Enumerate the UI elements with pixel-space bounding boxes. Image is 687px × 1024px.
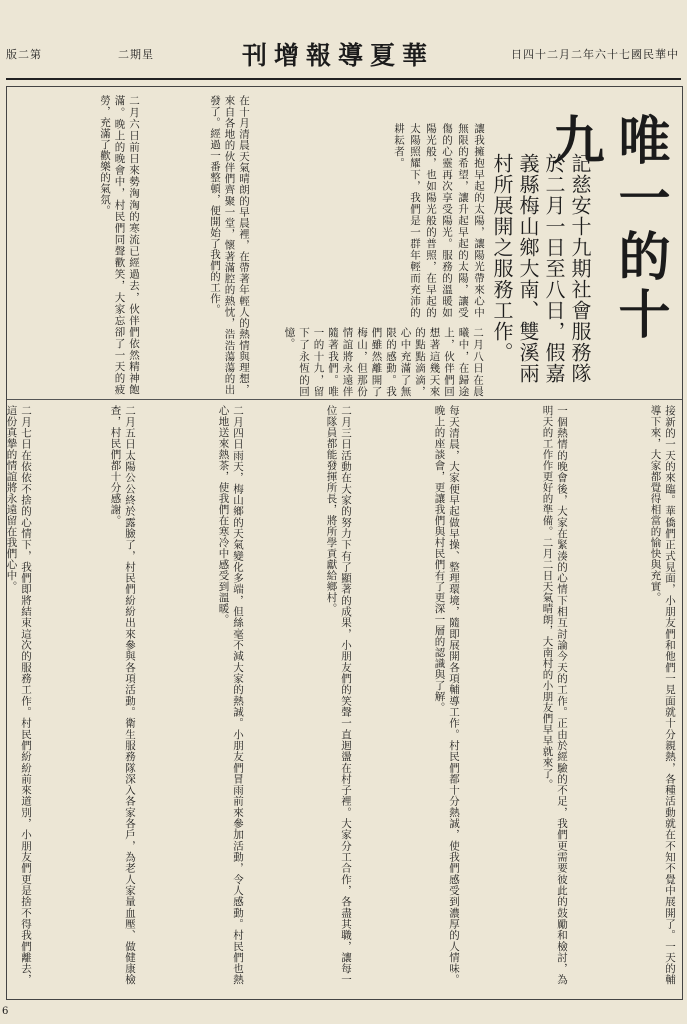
article-column-7: 二月五日太陽公公終於露臉了，村民們紛紛出來參與各項活動。衛生服務隊深入各家各戶，為老人家量血壓、做健康檢查，村民們都十分感謝。 bbox=[109, 405, 136, 985]
article-poem: 讓我擁抱早起的太陽，讓陽光帶來心中無限的希望，讓升起早起的太陽，讓受傷的心靈再次享受陽光。服務的溫暖如陽光般，也如陽光般的普照，在早起的太陽照耀下，我們是一群年輕而充沛的耕耘者。 bbox=[393, 123, 485, 319]
issue-date: 日四十二月二年六十七國民華中 bbox=[511, 48, 679, 61]
article-column-2: 一個熱情的晚會後，大家在緊湊的心情下相互討論今天的工作。正由於經驗的不足，我們更需要彼此的鼓勵和檢討，為明天的工作作更好的準備。二月二日天氣晴朗，大南村的小朋友們早早就來了。 bbox=[541, 405, 568, 985]
article-body bbox=[6, 86, 683, 1000]
article-column-6: 二月四日雨天，梅山鄉的天氣變化多端，但絲毫不減大家的熱誠。小朋友們冒雨前來參加活動，令人感動。村民們也熱心地送來熱茶，使我們在寒冷中感受到溫暖。 bbox=[217, 405, 244, 985]
article-title: 唯一的十九 bbox=[543, 113, 670, 345]
article-column-10: 二月八日在晨曦中，在歸途上，伙伴們回想著這幾天來的點點滴滴，心中充滿了無限的感動。我們雖然離開了梅山，但那份情誼將永遠伴隨著我們。唯一的十九，留下了永恆的回憶。 bbox=[283, 327, 484, 397]
article-column-5: 二月三日活動在大家的努力下有了顯著的成果，小朋友們的笑聲一直迴盪在村子裡。大家分工合作，各盡其職，讓每一位隊員都能發揮所長，將所學貢獻給鄉村。 bbox=[325, 405, 352, 985]
article-column-4: 在十月清晨天氣晴朗的早晨裡，在帶著年輕人的熱情與理想，來自各地的伙伴們齊聚一堂，懷著滿腔的熱忱，浩浩蕩蕩的出發了。經過一番整頓，便開始了我們的工作。 bbox=[209, 95, 250, 395]
masthead: 刊增報導夏華 bbox=[242, 41, 435, 70]
article-subtitle: 記慈安十九期社會服務隊於二月一日至八日，假嘉義縣梅山鄉大南、雙溪兩村所展開之服務工作。 bbox=[490, 153, 592, 384]
article-column-8: 二月六日前日來勢洶洶的寒流已經過去，伙伴們依然精神飽滿。晚上的晚會中，村民們同聲歡笑，大家忘卻了一天的疲勞，充滿了歡樂的氣氛。 bbox=[99, 95, 140, 395]
page-header bbox=[6, 30, 681, 80]
section-divider bbox=[7, 399, 682, 400]
page-section-label: 版二第 bbox=[6, 48, 42, 61]
article-column-1: 接新的一天的來臨。華僑們正式見面，小朋友們和他們一見面就十分親熱，各種活動就在不知不覺中展開了。一天的輔導下來，大家都覺得相當的愉快與充實。 bbox=[649, 405, 676, 985]
article-column-9: 二月七日在依依不捨的心情下，我們即將結束這次的服務工作。村民們紛紛前來道別，小朋友們更是捨不得我們離去，這份真摯的情誼將永遠留在我們心中。 bbox=[5, 405, 32, 985]
article-column-3: 每天清晨，大家便早起做早操、整理環境，隨即展開各項輔導工作。村民們都十分熱誠，使我們感受到濃厚的人情味。晚上的座談會，更讓我們與村民們有了更深一層的認識與了解。 bbox=[433, 405, 460, 985]
page-number: 6 bbox=[2, 1006, 9, 1017]
day-of-week: 二期星 bbox=[118, 48, 154, 61]
